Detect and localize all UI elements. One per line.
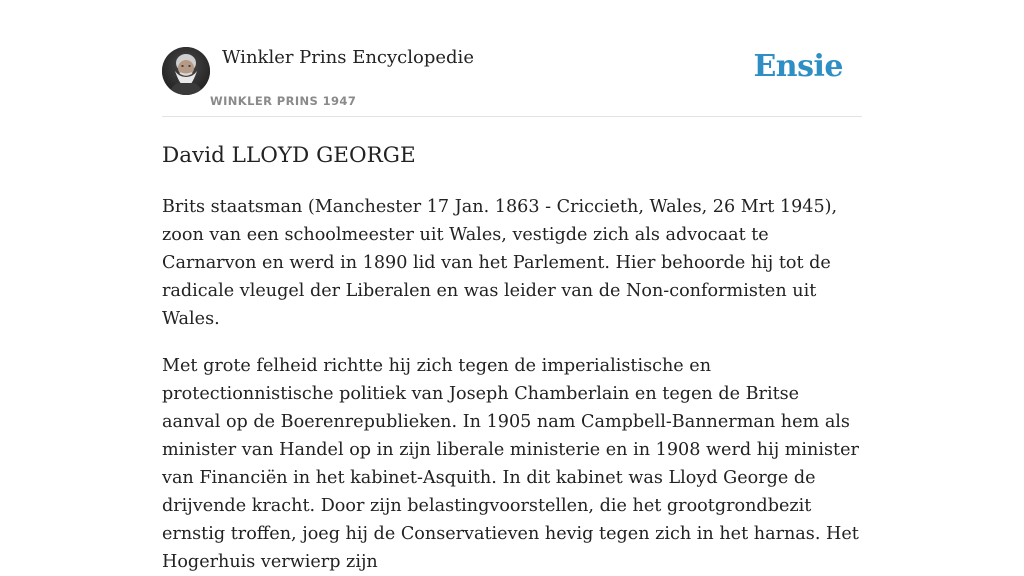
avatar[interactable] <box>162 47 210 95</box>
article-paragraph-2: Met grote felheid richtte hij zich tegen de imperialistische en protectionnistische politiek van Joseph Chamberlain en tegen de Britse aanval op de Boerenrepublieken. In 1905 nam Campbell-Bannerman hem als minister van Handel op in zijn liberale ministerie en in 1908 werd hij minister van Financiën in het kabinet-Asquith. In dit kabinet was Lloyd George de drijvende kracht. Door zijn belastingvoorstellen, die het grootgrondbezit ernstig troffen, joeg hij de Conservatieven hevig tegen zich in het harnas. Het Hogerhuis verwierp zijn <box>162 356 859 572</box>
page <box>162 0 862 576</box>
article-paragraph-1: Brits staatsman (Manchester 17 Jan. 1863 - Criccieth, Wales, 26 Mrt 1945), zoon van een schoolmeester uit Wales, vestigde zich als advocaat te Carnarvon en werd in 1890 lid van het Parlement. Hier behoorde hij tot de radicale vleugel der Liberalen en was leider van de Non-conformisten uit Wales. <box>162 197 838 329</box>
article-title: David LLOYD GEORGE <box>162 143 416 168</box>
ensie-logo-link[interactable]: Ensie <box>753 49 843 84</box>
site-title[interactable]: Winkler Prins Encyclopedie <box>222 47 474 68</box>
site-header <box>162 0 862 117</box>
edition-label[interactable]: WINKLER PRINS 1947 <box>210 94 357 108</box>
bearded-man-portrait-icon <box>162 47 210 95</box>
